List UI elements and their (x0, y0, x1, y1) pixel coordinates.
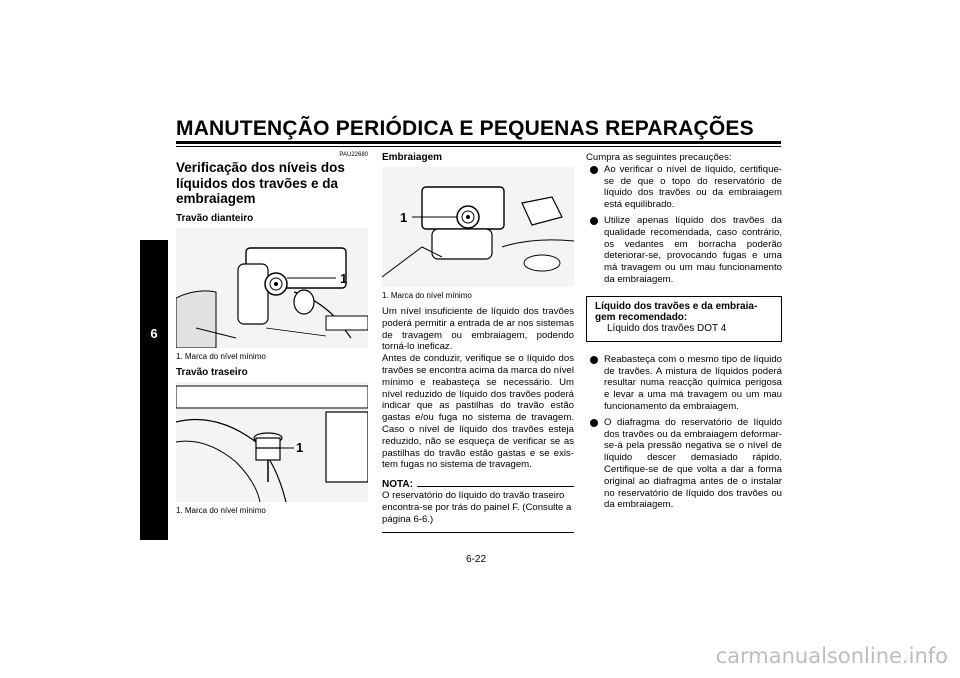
front-brake-caption: 1. Marca do nível mínimo (176, 351, 266, 361)
clutch-figure (382, 167, 574, 287)
recommended-fluid-box (586, 296, 782, 342)
column-2 (382, 152, 574, 533)
nota-rule (417, 486, 574, 487)
rear-brake-title: Travão traseiro (176, 366, 248, 378)
rear-brake-caption: 1. Marca do nível mínimo (176, 505, 266, 515)
chapter-number: 6 (150, 326, 158, 341)
rear-brake-figure (176, 382, 368, 502)
paragraph-1: Um nível insuficiente de líquido dos travões poderá permitir a entrada de ar nos sistemas de travagem ou embraiagem, podendo torná-lo ineficaz. (382, 306, 574, 353)
front-brake-title: Travão dianteiro (176, 212, 254, 224)
nota-label: NOTA: (382, 479, 413, 491)
page-number: 6-22 (466, 554, 487, 565)
title-rule-thin (176, 146, 781, 147)
bullet-icon (590, 419, 598, 427)
bullet-icon (590, 356, 598, 364)
page-title: MANUTENÇÃO PERIÓDICA E PEQUENAS REPARAÇÕES (176, 117, 754, 140)
list-item (586, 417, 782, 511)
clutch-caption: 1. Marca do nível mínimo (382, 291, 472, 300)
nota-header (382, 479, 574, 490)
list-item-text: Reabasteça com o mesmo tipo de líquido de travões. A mistura de líquidos poderá resultar numa reacção química perigosa e levar a uma má travagem ou um mau funcionamento da embraiagem. (604, 353, 782, 412)
list-item-text: Utilize apenas líquido dos travões da qualidade recomendada, caso contrário, os vedantes em borracha poderão deteriorar-se, provocando fugas e uma má travagem ou um mau funcionamento da embraiagem. (604, 214, 782, 285)
rear-brake-callout: 1 (296, 439, 304, 455)
column-3 (586, 152, 782, 515)
list-item (586, 215, 782, 286)
front-brake-callout: 1 (340, 270, 348, 286)
nota-text: O reservatório do líquido do travão traseiro encontra-se por trás do painel F. (Consulte a página 6-6.) (382, 490, 572, 525)
column-1 (176, 152, 368, 521)
recommended-fluid-value: Líquido dos travões DOT 4 (607, 322, 727, 334)
list-item-text: Ao verificar o nível de líquido, certifique-se de que o topo do reservatório de líquido dos travões ou da embraiagem está equilibrado. (604, 163, 782, 211)
precautions-list-b (586, 354, 782, 511)
bullet-icon (590, 217, 598, 225)
title-rule (176, 141, 781, 144)
front-brake-illustration (176, 228, 368, 348)
recommended-fluid-title: Líquido dos travões e da embraiagem recomendado: (595, 300, 758, 323)
list-item-text: O diafragma do reservatório de líquido dos travões ou da embraiagem deformar-se-á pela pressão negativa se o nível de líquido descer demasiado rápido. Certifique-se de que volta a dar a forma original ao diafragma antes de o instalar no reservatório de líquido dos travões ou da embraiagem. (604, 416, 782, 511)
nota-bottom-rule (382, 532, 574, 533)
clutch-title: Embraiagem (382, 152, 443, 163)
watermark: carmanualsonline.info (715, 644, 948, 668)
paragraph-2: Antes de conduzir, verifique se o líquido dos travões se encontra acima da marca do nível mínimo e reabasteça se necessário. Um nível reduzido de líquido dos travões poderá indicar que as pastilhas do travão estão gastas e/ou fuga no sistema de travagem. Caso o nível de líquido dos travões esteja reduzido, não se esqueça de verificar se as pastilhas do travão estão gastas e se existem fugas no sistema de travagem. (382, 353, 574, 471)
rear-brake-illustration (176, 382, 368, 502)
precautions-intro: Cumpra as seguintes precauções: (586, 152, 732, 163)
clutch-callout: 1 (400, 210, 408, 225)
list-item (586, 354, 782, 413)
list-item (586, 164, 782, 211)
precautions-list-a (586, 164, 782, 286)
front-brake-figure (176, 228, 368, 348)
bullet-icon (590, 166, 598, 174)
section-title: Verificação dos níveis dos líquidos dos travões e da embraiagem (176, 160, 345, 206)
clutch-illustration (382, 167, 574, 287)
reference-code: PAU22680 (339, 152, 368, 158)
chapter-tab (140, 240, 168, 540)
